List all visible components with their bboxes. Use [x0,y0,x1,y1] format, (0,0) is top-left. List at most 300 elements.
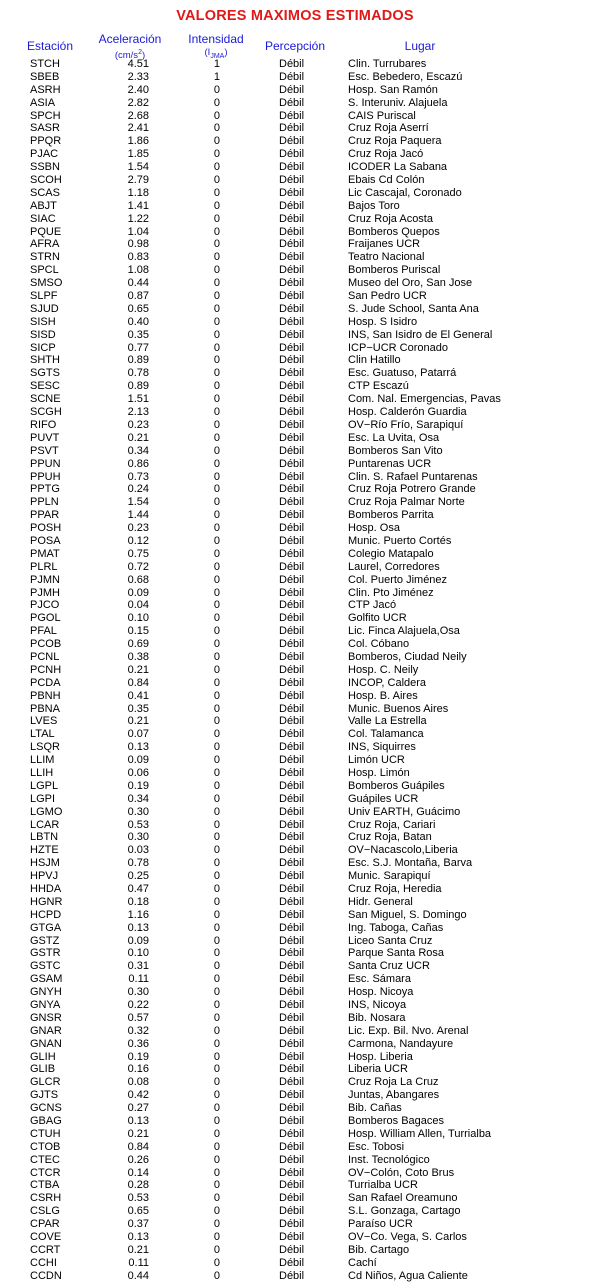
perception-value: Débil [279,702,305,715]
table-row [0,935,590,948]
intensity-value: 0 [213,792,220,805]
place-name: Bajos Toro [348,199,400,212]
intensity-value: 0 [213,290,220,303]
place-name: Limón UCR [348,754,405,767]
place-name: Cruz Roja, Cariari [348,818,436,831]
acceleration-value: 0.69 [127,638,149,651]
perception-value: Débil [279,560,305,573]
table-row [0,793,590,806]
acceleration-value: 0.34 [127,444,149,457]
intensity-value: 0 [213,315,220,328]
place-name: Cruz Roja Potrero Grande [348,483,476,496]
table-row [0,1102,590,1115]
place-name: OV−Colón, Coto Brus [348,1166,455,1179]
perception-value: Débil [279,70,305,83]
acceleration-value: 0.07 [127,728,149,741]
acceleration-value: 1.04 [127,225,149,238]
place-name: Hosp. William Allen, Turrialba [348,1127,492,1140]
table-row [0,148,590,161]
intensity-value: 0 [213,1153,220,1166]
intensity-value: 0 [213,741,220,754]
table-row [0,612,590,625]
perception-value: Débil [279,290,305,303]
station-code: GNSR [30,1011,62,1024]
place-name: Esc. La Uvita, Osa [348,431,440,444]
perception-value: Débil [279,186,305,199]
station-code: GLCR [30,1076,61,1089]
unit-close: ) [141,50,146,62]
table-row [0,1218,590,1231]
table-row [0,574,590,587]
acceleration-value: 0.21 [127,431,149,444]
acceleration-value: 0.12 [127,534,149,547]
perception-value: Débil [279,599,305,612]
unit-base: (cm/s [114,50,139,62]
perception-value: Débil [279,715,305,728]
acceleration-value: 1.54 [127,161,149,174]
intensity-value: 0 [213,1205,220,1218]
station-code: PJMH [30,586,60,599]
station-code: SJUD [30,302,59,315]
place-name: Esc. S.J. Montaña, Barva [348,857,473,870]
intensity-value: 0 [213,393,220,406]
acceleration-value: 0.04 [127,599,149,612]
intensity-value: 0 [213,805,220,818]
acceleration-value: 0.89 [127,354,149,367]
intensity-value: 0 [213,573,220,586]
intensity-value: 0 [213,1269,220,1282]
place-name: San Rafael Oreamuno [348,1192,458,1205]
station-code: CCRT [30,1243,61,1256]
table-row [0,1192,590,1205]
intensity-value: 0 [213,418,220,431]
place-name: S. Interuniv. Alajuela [348,96,448,109]
place-name: Col. Cóbano [348,638,410,651]
intensity-value: 0 [213,238,220,251]
perception-value: Débil [279,547,305,560]
table-row [0,1076,590,1089]
perception-value: Débil [279,238,305,251]
perception-value: Débil [279,818,305,831]
table-row [0,754,590,767]
acceleration-value: 0.47 [127,883,149,895]
acceleration-value: 0.13 [127,1231,149,1244]
intensity-value: 0 [213,728,220,741]
place-name: Cruz Roja Paquera [348,135,442,148]
table-row [0,1179,590,1192]
acceleration-value: 0.40 [127,315,149,328]
place-name: Valle La Estrella [348,715,427,728]
table-row [0,664,590,677]
header-percepcion [255,40,335,53]
unit-subscript: JMA [210,52,225,60]
station-code: GSTC [30,960,61,973]
header-percepcion-label: Percepción [264,39,326,53]
place-name: Esc. Tobosi [348,1140,405,1153]
acceleration-value: 0.89 [127,380,149,393]
perception-value: Débil [279,444,305,457]
acceleration-value: 0.38 [127,650,149,663]
station-code: GCNS [30,1102,62,1115]
intensity-value: 0 [213,1076,220,1089]
table-row [0,483,590,496]
place-name: San Miguel, S. Domingo [348,908,467,921]
perception-value: Débil [279,1205,305,1218]
table-row [0,561,590,574]
intensity-value: 0 [213,1102,220,1115]
table-row [0,1167,590,1180]
acceleration-value: 0.35 [127,702,149,715]
table-row [0,857,590,870]
table-row [0,226,590,239]
perception-value: Débil [279,960,305,973]
perception-value: Débil [279,277,305,290]
acceleration-value: 1.85 [127,148,149,161]
perception-value: Débil [279,1127,305,1140]
acceleration-value: 0.53 [127,1192,149,1205]
acceleration-value: 0.14 [127,1166,149,1179]
place-name: Liceo Santa Cruz [348,934,433,947]
intensity-value: 0 [213,83,220,96]
station-code: PCNL [30,650,60,663]
acceleration-value: 0.73 [127,470,149,483]
table-row [0,522,590,535]
acceleration-value: 0.15 [127,625,149,638]
place-name: Ebais Cd Colón [348,174,425,187]
acceleration-value: 1.86 [127,135,149,148]
acceleration-value: 0.16 [127,1063,149,1076]
station-code: LGMO [30,805,63,818]
station-code: PMAT [30,547,60,560]
table-row [0,135,590,148]
perception-value: Débil [279,766,305,779]
unit-exponent: 2 [138,49,142,56]
acceleration-value: 0.84 [127,676,149,689]
station-code: CTOB [30,1140,61,1153]
place-name: Museo del Oro, San Jose [348,277,473,290]
place-name: Bomberos Guápiles [348,779,445,792]
place-name: Com. Nal. Emergencias, Pavas [348,393,501,406]
table-row [0,960,590,973]
intensity-value: 0 [213,960,220,973]
place-name: Lic. Exp. Bil. Nvo. Arenal [348,1024,469,1037]
place-name: S.L. Gonzaga, Cartago [348,1205,461,1218]
acceleration-value: 0.22 [127,999,149,1012]
place-name: Bib. Nosara [348,1011,406,1024]
station-code: LTAL [30,728,55,741]
acceleration-value: 0.21 [127,1127,149,1140]
perception-value: Débil [279,135,305,148]
place-name: Hidr. General [348,895,413,908]
station-code: PPUH [30,470,61,483]
table-row [0,277,590,290]
place-name: Cruz Roja Acosta [348,212,433,225]
perception-value: Débil [279,174,305,187]
place-name: Juntas, Abangares [348,1089,440,1102]
station-code: HHDA [30,883,62,895]
table-row [0,973,590,986]
station-code: PLRL [30,560,58,573]
table-row [0,909,590,922]
perception-value: Débil [279,844,305,857]
acceleration-value: 0.44 [127,1269,149,1282]
intensity-value: 0 [213,509,220,522]
table-row [0,986,590,999]
place-name: Bomberos Quepos [348,225,440,238]
place-name: Cruz Roja, Batan [348,831,432,844]
intensity-value: 0 [213,1127,220,1140]
place-name: Laurel, Corredores [348,560,440,573]
acceleration-value: 0.21 [127,1243,149,1256]
intensity-value: 0 [213,908,220,921]
acceleration-value: 0.98 [127,238,149,251]
table-row [0,342,590,355]
acceleration-value: 0.78 [127,857,149,870]
place-name: Bib. Cañas [348,1102,402,1115]
intensity-value: 0 [213,148,220,161]
place-name: Cruz Roja Jacó [348,148,424,161]
place-name: San Pedro UCR [348,290,427,303]
place-name: Parque Santa Rosa [348,947,445,960]
intensity-value: 0 [213,547,220,560]
acceleration-value: 2.33 [127,70,149,83]
table-row [0,1038,590,1051]
acceleration-value: 0.19 [127,1050,149,1063]
perception-value: Débil [279,986,305,999]
station-code: LLIH [30,766,54,779]
perception-value: Débil [279,1102,305,1115]
perception-value: Débil [279,947,305,960]
station-code: PPLN [30,496,59,509]
acceleration-value: 1.22 [127,212,149,225]
perception-value: Débil [279,522,305,535]
perception-value: Débil [279,612,305,625]
table-row [0,84,590,97]
table-row [0,638,590,651]
place-name: Univ EARTH, Guácimo [348,805,461,818]
station-code: PPAR [30,509,60,522]
intensity-value: 0 [213,689,220,702]
place-name: INS, Nicoya [348,999,407,1012]
table-row [0,432,590,445]
place-name: INS, San Isidro de El General [348,328,493,341]
station-code: SCGH [30,406,62,419]
perception-value: Débil [279,895,305,908]
table-row [0,703,590,716]
table-row [0,58,590,71]
header-aceleracion-label: Aceleración [98,32,162,46]
acceleration-value: 0.08 [127,1076,149,1089]
table-row [0,471,590,484]
table-row [0,587,590,600]
intensity-value: 0 [213,586,220,599]
intensity-value: 0 [213,599,220,612]
station-code: LLIM [30,754,55,767]
acceleration-value: 0.19 [127,779,149,792]
intensity-value: 0 [213,1050,220,1063]
acceleration-value: 0.32 [127,1024,149,1037]
intensity-value: 0 [213,1179,220,1192]
acceleration-value: 0.09 [127,934,149,947]
place-name: Golfito UCR [348,612,407,625]
acceleration-value: 1.51 [127,393,149,406]
place-name: Cruz Roja La Cruz [348,1076,439,1089]
perception-value: Débil [279,212,305,225]
place-name: Guápiles UCR [348,792,419,805]
place-name: Inst. Tecnológico [348,1153,430,1166]
station-code: HGNR [30,895,63,908]
table-row [0,548,590,561]
perception-value: Débil [279,663,305,676]
table-row [0,819,590,832]
intensity-value: 0 [213,999,220,1012]
station-code: SICP [30,341,56,354]
place-name: Hosp. Limón [348,766,410,779]
table-row [0,213,590,226]
table-row [0,367,590,380]
header-intensidad-label: Intensidad [188,32,244,46]
place-name: Bomberos Puriscal [348,264,441,277]
station-code: STCH [30,58,60,70]
place-name: Munic. Sarapiquí [348,870,431,883]
intensity-value: 0 [213,921,220,934]
place-name: Lic Cascajal, Coronado [348,186,462,199]
place-name: Bib. Cartago [348,1243,410,1256]
acceleration-value: 0.13 [127,741,149,754]
place-name: Clin. Pto Jiménez [348,586,434,599]
intensity-value: 0 [213,483,220,496]
place-name: Munic. Buenos Aires [348,702,449,715]
station-code: COVE [30,1231,62,1244]
perception-value: Débil [279,934,305,947]
perception-value: Débil [279,1011,305,1024]
station-code: GSAM [30,973,63,986]
place-name: S. Jude School, Santa Ana [348,302,479,315]
table-row [0,393,590,406]
station-code: PSVT [30,444,59,457]
place-name: Cd Niños, Agua Caliente [348,1269,468,1282]
intensity-value: 0 [213,650,220,663]
table-row [0,406,590,419]
acceleration-value: 0.44 [127,277,149,290]
intensity-value: 0 [213,638,220,651]
acceleration-value: 0.75 [127,547,149,560]
station-code: SSBN [30,161,60,174]
place-name: Hosp. Liberia [348,1050,413,1063]
intensity-value: 0 [213,341,220,354]
intensity-value: 0 [213,754,220,767]
perception-value: Débil [279,1037,305,1050]
table-row [0,496,590,509]
table-row [0,264,590,277]
intensity-value: 0 [213,367,220,380]
perception-value: Débil [279,573,305,586]
station-code: HZTE [30,844,59,857]
acceleration-value: 0.10 [127,612,149,625]
place-name: Carmona, Nandayure [348,1037,454,1050]
acceleration-value: 1.54 [127,496,149,509]
acceleration-value: 0.30 [127,805,149,818]
perception-value: Débil [279,831,305,844]
perception-value: Débil [279,418,305,431]
station-code: LSQR [30,741,60,754]
acceleration-value: 0.23 [127,418,149,431]
acceleration-value: 0.84 [127,1140,149,1153]
station-code: SPCL [30,264,59,277]
perception-value: Débil [279,354,305,367]
acceleration-value: 0.30 [127,986,149,999]
station-code: SIAC [30,212,56,225]
perception-value: Débil [279,302,305,315]
perception-value: Débil [279,1231,305,1244]
intensity-value: 0 [213,973,220,986]
station-code: LCAR [30,818,60,831]
intensity-value: 0 [213,354,220,367]
place-name: OV−Río Frío, Sarapiquí [348,418,464,431]
place-name: INCOP, Caldera [348,676,427,689]
table-row [0,767,590,780]
table-row [0,354,590,367]
perception-value: Débil [279,83,305,96]
table-row [0,947,590,960]
intensity-value: 0 [213,96,220,109]
table-row [0,1089,590,1102]
acceleration-value: 0.21 [127,715,149,728]
station-code: CTUH [30,1127,61,1140]
station-code: GSTR [30,947,61,960]
place-name: Colegio Matapalo [348,547,434,560]
perception-value: Débil [279,1218,305,1231]
perception-value: Débil [279,1153,305,1166]
intensity-value: 0 [213,534,220,547]
table-row [0,71,590,84]
acceleration-value: 1.16 [127,908,149,921]
intensity-value: 0 [213,986,220,999]
table-row [0,1012,590,1025]
perception-value: Débil [279,650,305,663]
acceleration-value: 0.30 [127,831,149,844]
perception-value: Débil [279,754,305,767]
place-name: Hosp. S Isidro [348,315,418,328]
perception-value: Débil [279,483,305,496]
station-code: CSRH [30,1192,62,1205]
intensity-value: 1 [213,58,220,70]
intensity-value: 0 [213,444,220,457]
station-code: LGPL [30,779,59,792]
acceleration-value: 0.37 [127,1218,149,1231]
intensity-value: 0 [213,135,220,148]
station-code: POSH [30,522,62,535]
acceleration-value: 0.09 [127,754,149,767]
station-code: PQUE [30,225,62,238]
station-code: PJAC [30,148,59,161]
table-row [0,329,590,342]
acceleration-value: 0.31 [127,960,149,973]
intensity-value: 0 [213,264,220,277]
station-code: PGOL [30,612,61,625]
perception-value: Débil [279,470,305,483]
station-code: SPCH [30,109,61,122]
station-code: SCAS [30,186,60,199]
acceleration-value: 1.18 [127,186,149,199]
place-name: CAIS Puriscal [348,109,416,122]
station-code: LBTN [30,831,59,844]
station-code: GNYH [30,986,62,999]
station-code: SMSO [30,277,63,290]
station-code: PCDA [30,676,61,689]
perception-value: Débil [279,315,305,328]
station-code: SLPF [30,290,58,303]
